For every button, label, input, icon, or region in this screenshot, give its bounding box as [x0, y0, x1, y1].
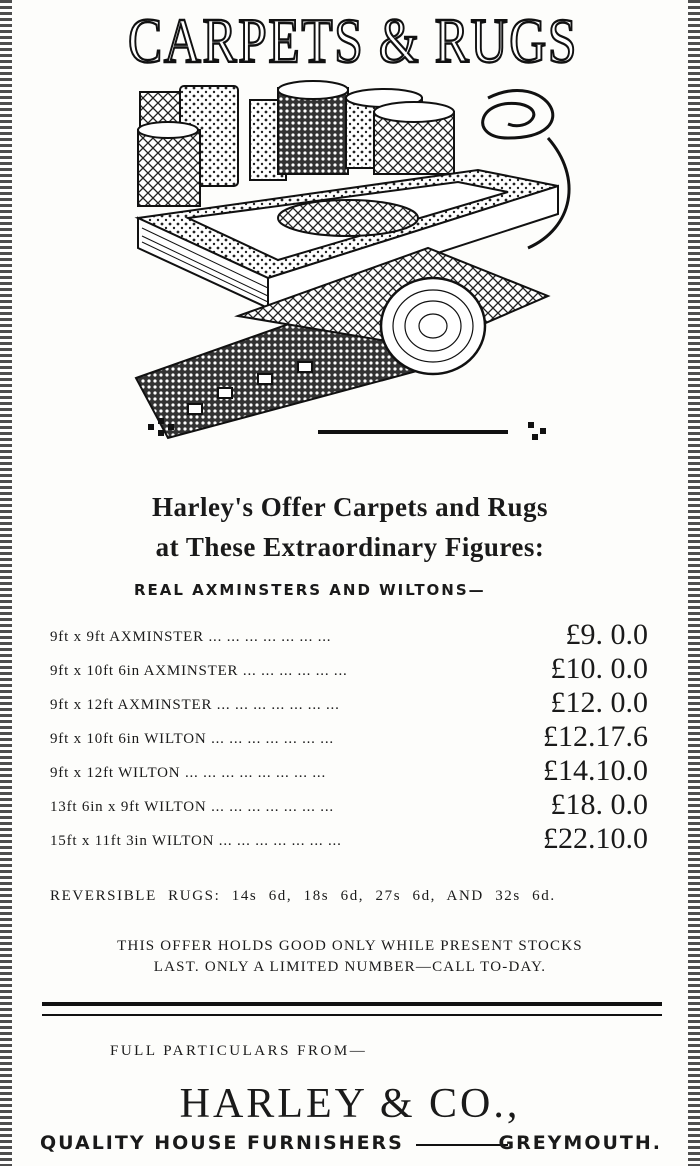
- particulars-label: FULL PARTICULARS FROM—: [110, 1043, 368, 1059]
- subheading: REAL AXMINSTERS AND WILTONS—: [134, 581, 486, 599]
- footer-tagline: QUALITY HOUSE FURNISHERS: [40, 1132, 404, 1154]
- reversible-rugs: REVERSIBLE RUGS: 14s 6d, 18s 6d, 27s 6d, AND 32s 6d.: [50, 888, 556, 904]
- item-label: 13ft 6in x 9ft WILTON ... ... ... ... ... ... ...: [50, 799, 334, 815]
- left-border: [0, 0, 12, 1166]
- price-row: [50, 652, 648, 686]
- divider: [42, 1014, 662, 1016]
- offer-notice: [40, 936, 660, 978]
- item-price: £12. 0.0: [550, 686, 648, 719]
- item-label: 9ft x 10ft 6in AXMINSTER ... ... ... ... ... ...: [50, 663, 348, 679]
- footer: [40, 1132, 662, 1160]
- item-price: £18. 0.0: [550, 788, 648, 821]
- price-row: [50, 788, 648, 822]
- offer-headline-line1: Harley's Offer Carpets and Rugs: [152, 492, 548, 522]
- price-row: [50, 822, 648, 856]
- notice-line: LAST. ONLY A LIMITED NUMBER—CALL TO-DAY.: [153, 959, 547, 975]
- price-row: [50, 686, 648, 720]
- item-price: £22.10.0: [543, 822, 648, 855]
- price-row: [50, 754, 648, 788]
- right-border: [688, 0, 700, 1166]
- item-label: 9ft x 12ft AXMINSTER ... ... ... ... ... ... ...: [50, 697, 340, 713]
- headline: [118, 0, 588, 80]
- carpet-roll: [381, 278, 485, 374]
- footer-dash: [416, 1144, 508, 1146]
- notice-line: THIS OFFER HOLDS GOOD ONLY WHILE PRESENT STOCKS: [117, 938, 583, 954]
- company-name: HARLEY & CO.,: [179, 1081, 521, 1127]
- carpets-illustration: [128, 78, 578, 456]
- item-price: £10. 0.0: [550, 652, 648, 685]
- item-label: 9ft x 10ft 6in WILTON ... ... ... ... ... ... ...: [50, 731, 334, 747]
- footer-town: GREYMOUTH.: [498, 1132, 662, 1154]
- offer-headline-line2: at These Extraordinary Figures:: [155, 532, 545, 562]
- item-price: £12.17.6: [543, 720, 648, 753]
- price-row: [50, 618, 648, 652]
- item-label: 9ft x 12ft WILTON ... ... ... ... ... ... ... ...: [50, 765, 326, 781]
- headline-text: CARPETS & RUGS: [128, 5, 578, 76]
- item-label: 15ft x 11ft 3in WILTON ... ... ... ... ... ... ...: [50, 833, 342, 849]
- divider: [42, 1002, 662, 1006]
- item-price: £9. 0.0: [565, 618, 648, 651]
- item-label: 9ft x 9ft AXMINSTER ... ... ... ... ... ... ...: [50, 629, 332, 645]
- price-row: [50, 720, 648, 754]
- item-price: £14.10.0: [543, 754, 648, 787]
